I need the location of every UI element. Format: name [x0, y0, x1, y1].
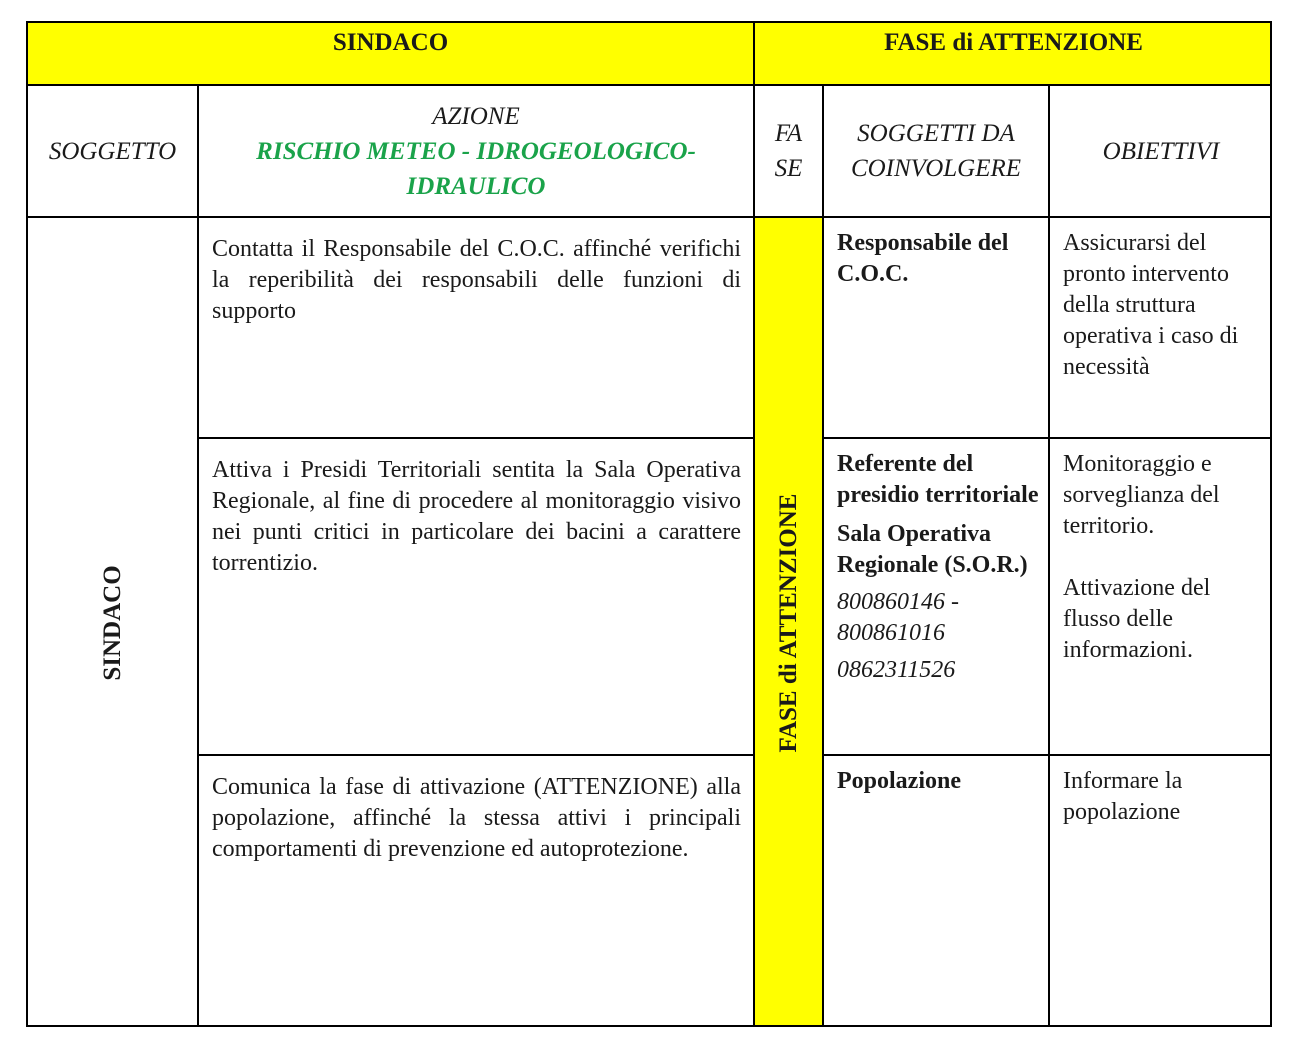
soggetto-vertical-text: SINDACO — [98, 564, 126, 681]
col-obiettivi-label: OBIETTIVI — [1102, 137, 1220, 165]
col-fase-line1: FA — [774, 120, 803, 147]
row2-obiettivi-text-1: Monitoraggio e sorveglianza del territorio. — [1063, 451, 1220, 539]
fase-body — [753, 216, 822, 1027]
row3-soggetti-popolazione: Popolazione — [837, 768, 961, 794]
row3-azione-text: Comunica la fase di attivazione (ATTENZIONE) alla popolazione, affinché la stessa attivi i principali comportamenti di prevenzione ed autoprotezione. — [212, 774, 741, 862]
row1-soggetti — [822, 216, 1048, 437]
col-fase — [753, 84, 822, 216]
soggetto-body — [26, 216, 197, 1027]
fase-vertical-text: FASE di ATTENZIONE — [774, 493, 802, 752]
row2-soggetti — [822, 437, 1048, 754]
col-azione-risk-1: RISCHIO METEO - IDROGEOLOGICO- — [256, 137, 696, 165]
col-soggetto — [26, 84, 197, 216]
row2-azione-text: Attiva i Presidi Territoriali sentita la Sala Operativa Regionale, al fine di procedere al monitoraggio visivo nei punti critici in particolare dei bacini a carattere torrentizio. — [212, 457, 741, 576]
col-fase-line2: SE — [774, 155, 803, 182]
row2-soggetti-phone-1: 800860146 - 800861016 — [837, 589, 959, 646]
row1-azione-text: Contatta il Responsabile del C.O.C. affinché verifichi la reperibilità dei responsabili delle funzioni di supporto — [212, 236, 741, 324]
row1-obiettivi-text: Assicurarsi del pronto intervento della struttura operativa i caso di necessità — [1063, 230, 1239, 380]
col-azione-risk-2: IDRAULICO — [406, 172, 546, 200]
row1-soggetti-responsabile: Responsabile del C.O.C. — [837, 230, 1009, 287]
row1-obiettivi — [1048, 216, 1272, 437]
col-soggetto-label: SOGGETTO — [48, 137, 177, 165]
col-soggetti-line2: COINVOLGERE — [850, 155, 1022, 182]
attention-phase-table — [26, 21, 1272, 1027]
col-azione — [197, 84, 753, 216]
header-sindaco-text: SINDACO — [332, 29, 449, 56]
col-soggetti-line1: SOGGETTI DA — [857, 120, 1015, 147]
col-soggetti — [822, 84, 1048, 216]
row3-obiettivi — [1048, 754, 1272, 1027]
row3-obiettivi-text: Informare la popolazione — [1063, 768, 1183, 825]
header-sindaco — [26, 21, 753, 84]
header-phase — [753, 21, 1272, 84]
col-obiettivi — [1048, 84, 1272, 216]
row3-soggetti — [822, 754, 1048, 1027]
row2-soggetti-sor: Sala Operativa Regionale (S.O.R.) — [837, 521, 1028, 578]
row2-soggetti-phone-2: 0862311526 — [837, 657, 956, 683]
row3-azione — [197, 754, 753, 1027]
row1-azione — [197, 216, 753, 437]
row2-azione — [197, 437, 753, 754]
header-phase-text: FASE di ATTENZIONE — [884, 29, 1143, 56]
col-azione-label: AZIONE — [432, 102, 520, 130]
row2-obiettivi-text-2: Attivazione del flusso delle informazioni. — [1063, 575, 1211, 663]
row2-soggetti-referente: Referente del presidio territoriale — [837, 451, 1039, 508]
row2-obiettivi — [1048, 437, 1272, 754]
